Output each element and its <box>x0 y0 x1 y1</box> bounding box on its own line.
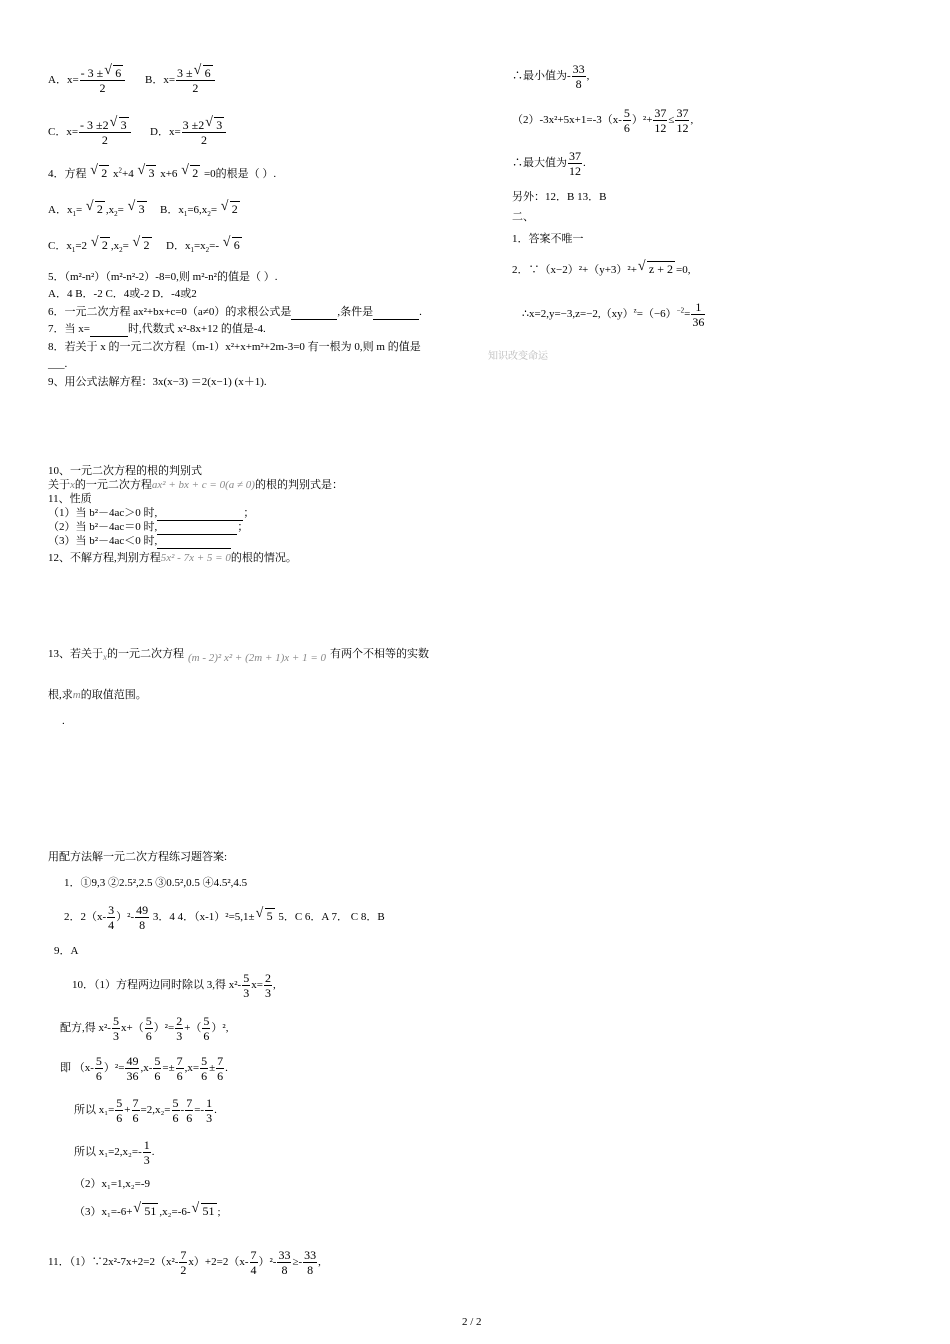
answer-10-step2: 配方,得 x²- $\frac{5}{3}$ x+（ $\frac{5}{6}$ ）²= $\frac{2}{3}$ +（ $\frac{5}{6}$ ）², <box>60 1014 229 1043</box>
q8-line2: ___. <box>48 358 68 370</box>
q4-option-a: A．$x_1=$ √ 2 $,x_2=$ √ 3 <box>48 202 148 217</box>
q11-blank-2[interactable] <box>157 520 237 535</box>
q11-title: 11、性质 <box>48 493 92 505</box>
right-section-two: 二、 <box>512 211 534 223</box>
q3-option-b: B．x= $\frac{3 \pm√ 6}{2}$ <box>145 66 216 95</box>
q13-dot: . <box>62 715 65 727</box>
answer-2-8: 2．2（x- $\frac{3}{4}$ ）²- $\frac{49}{8}$ 3．4 4．（x-1）²=5,1±√ 5 5．C 6．A 7． C 8．B <box>64 903 385 932</box>
q5-options: A．4 B．-2 C．4或-2 D．-4或2 <box>48 288 197 300</box>
q4-stem: 4．方程 √ 2 $x^2+4$ √ 3 x+6 √ 2 =0的根是（ ）. <box>48 166 276 181</box>
answers-title: 用配方法解一元二次方程练习题答案: <box>48 851 228 863</box>
answer-10-part2: （2）x₁=1,x₂=-9 <box>74 1178 150 1190</box>
q13-line1: 13、若关于$_x$的一元二次方程 (m - 2)² x² + (2m + 1)x + 1 = 0 有两个不相等的实数 <box>48 648 430 664</box>
q4-option-c: C．$x_1=2$ √ 2 $,x_2=$ √ 2 <box>48 238 153 253</box>
q11-p3: （3）当 b²－4ac＜0 时, <box>48 534 231 549</box>
q11-blank-1[interactable] <box>157 506 243 521</box>
q5-stem: 5．（m²-n²）（m²-n²-2）-8=0,则 m²-n²的值是（ ）. <box>48 271 278 283</box>
q13-line2: 根,求m的取值范围。 <box>48 689 147 701</box>
right-answer-2-result: $\therefore x=2,y=-3,z=-2,(xy)^z=(-6)^{-2}=$ $\frac{1}{36}$ <box>522 300 705 329</box>
q11-blank-3[interactable] <box>157 534 231 549</box>
answer-1: 1．①9,3 ②2.5²,2.5 ③0.5²,0.5 ④4.5²,4.5 <box>64 877 248 889</box>
right-extra-answers: 另外：12．B 13．B <box>512 191 607 203</box>
q3-option-c: C．x= $\frac{- 3 \pm 2√ 3}{2}$ <box>48 118 132 147</box>
q6-blank-formula[interactable] <box>291 305 337 320</box>
watermark: 知识改变命运 <box>488 351 548 362</box>
q10-title: 10、一元二次方程的根的判别式 <box>48 465 202 477</box>
answer-10-step3: 即 （x- $\frac{5}{6}$ ）²= $\frac{49}{36}$ ,x- $\frac{5}{6}$ =± $\frac{7}{6}$ ,x= $\frac{5}{6}$ ± $\frac{7}{6}$ . <box>60 1054 228 1083</box>
answer-10-step1: 10．（1）方程两边同时除以 3,得 x²- $\frac{5}{3}$ x= $\frac{2}{3}$ , <box>72 971 276 1000</box>
answer-10-part3: （3）x₁=-6+√ 51 ,x₂=-6-√ 51 ; <box>74 1204 221 1219</box>
q4-option-b: B．$x_1=6,x_2=$ √ 2 <box>160 202 241 217</box>
right-answer-2: 2．∵（x−2）²+（y+3）²+√ z + 2 =0, <box>512 262 690 277</box>
answer-10-step5: 所以 x₁=2,x₂=- $\frac{1}{3}$ . <box>74 1138 155 1167</box>
right-part2: （2）-3x²+5x+1=-3（x- $\frac{5}{6}$ ）²+ $\frac{37}{12}$ ≤ $\frac{37}{12}$ , <box>512 106 694 135</box>
right-min-value: ∴最小值为- $\frac{33}{8}$ , <box>512 62 590 91</box>
q7: 7．当 x= 时,代数式 x²-8x+12 的值是-4. <box>48 323 266 335</box>
q3-option-d: D．x= $\frac{3 \pm 2√ 3}{2}$ <box>150 118 227 147</box>
q10-stem: 关于x的一元二次方程ax² + bx + c = 0(a ≠ 0)的根的判别式是： <box>48 479 343 491</box>
q6-blank-condition[interactable] <box>373 305 419 320</box>
answer-11: 11．（1）∵2x²-7x+2=2（x²- $\frac{7}{2}$ x）+2=2（x- $\frac{7}{4}$ ）²- $\frac{33}{8}$ ≥- $\frac{33}{8}$ , <box>48 1248 321 1277</box>
q12: 12、不解方程,判别方程5x² - 7x + 5 = 0的根的情况。 <box>48 552 297 564</box>
q6: 6．一元二次方程 ax²+bx+c=0（a≠0）的求根公式是 ,条件是 . <box>48 306 422 318</box>
q7-blank[interactable] <box>90 322 128 337</box>
right-max-value: ∴最大值为 $\frac{37}{12}$ . <box>512 149 586 178</box>
page-number: 2 / 2 <box>462 1316 482 1328</box>
q11-p1: （1）当 b²－4ac＞0 时, ； <box>48 507 255 519</box>
q11-p2: （2）当 b²－4ac＝0 时, ； <box>48 521 249 533</box>
answer-9: 9．A <box>54 945 79 957</box>
q9: 9、用公式法解方程：3x(x−3) ＝2(x−1) (x＋1). <box>48 376 267 388</box>
right-answer-1: 1．答案不唯一 <box>512 233 584 245</box>
q3-option-a: A．x= $\frac{- 3 \pm√ 6}{2}$ <box>48 66 126 95</box>
q8-line1: 8．若关于 x 的一元二次方程（m-1）x²+x+m²+2m-3=0 有一根为 0,则 m 的值是 <box>48 341 421 353</box>
q4-option-d: D．$x_1=x_2=-$ √ 6 <box>166 238 243 253</box>
answer-10-step4: 所以 x₁= $\frac{5}{6}$ + $\frac{7}{6}$ =2,x₂= $\frac{5}{6}$ - $\frac{7}{6}$ =- $\frac{1}{3}$ . <box>74 1096 217 1125</box>
